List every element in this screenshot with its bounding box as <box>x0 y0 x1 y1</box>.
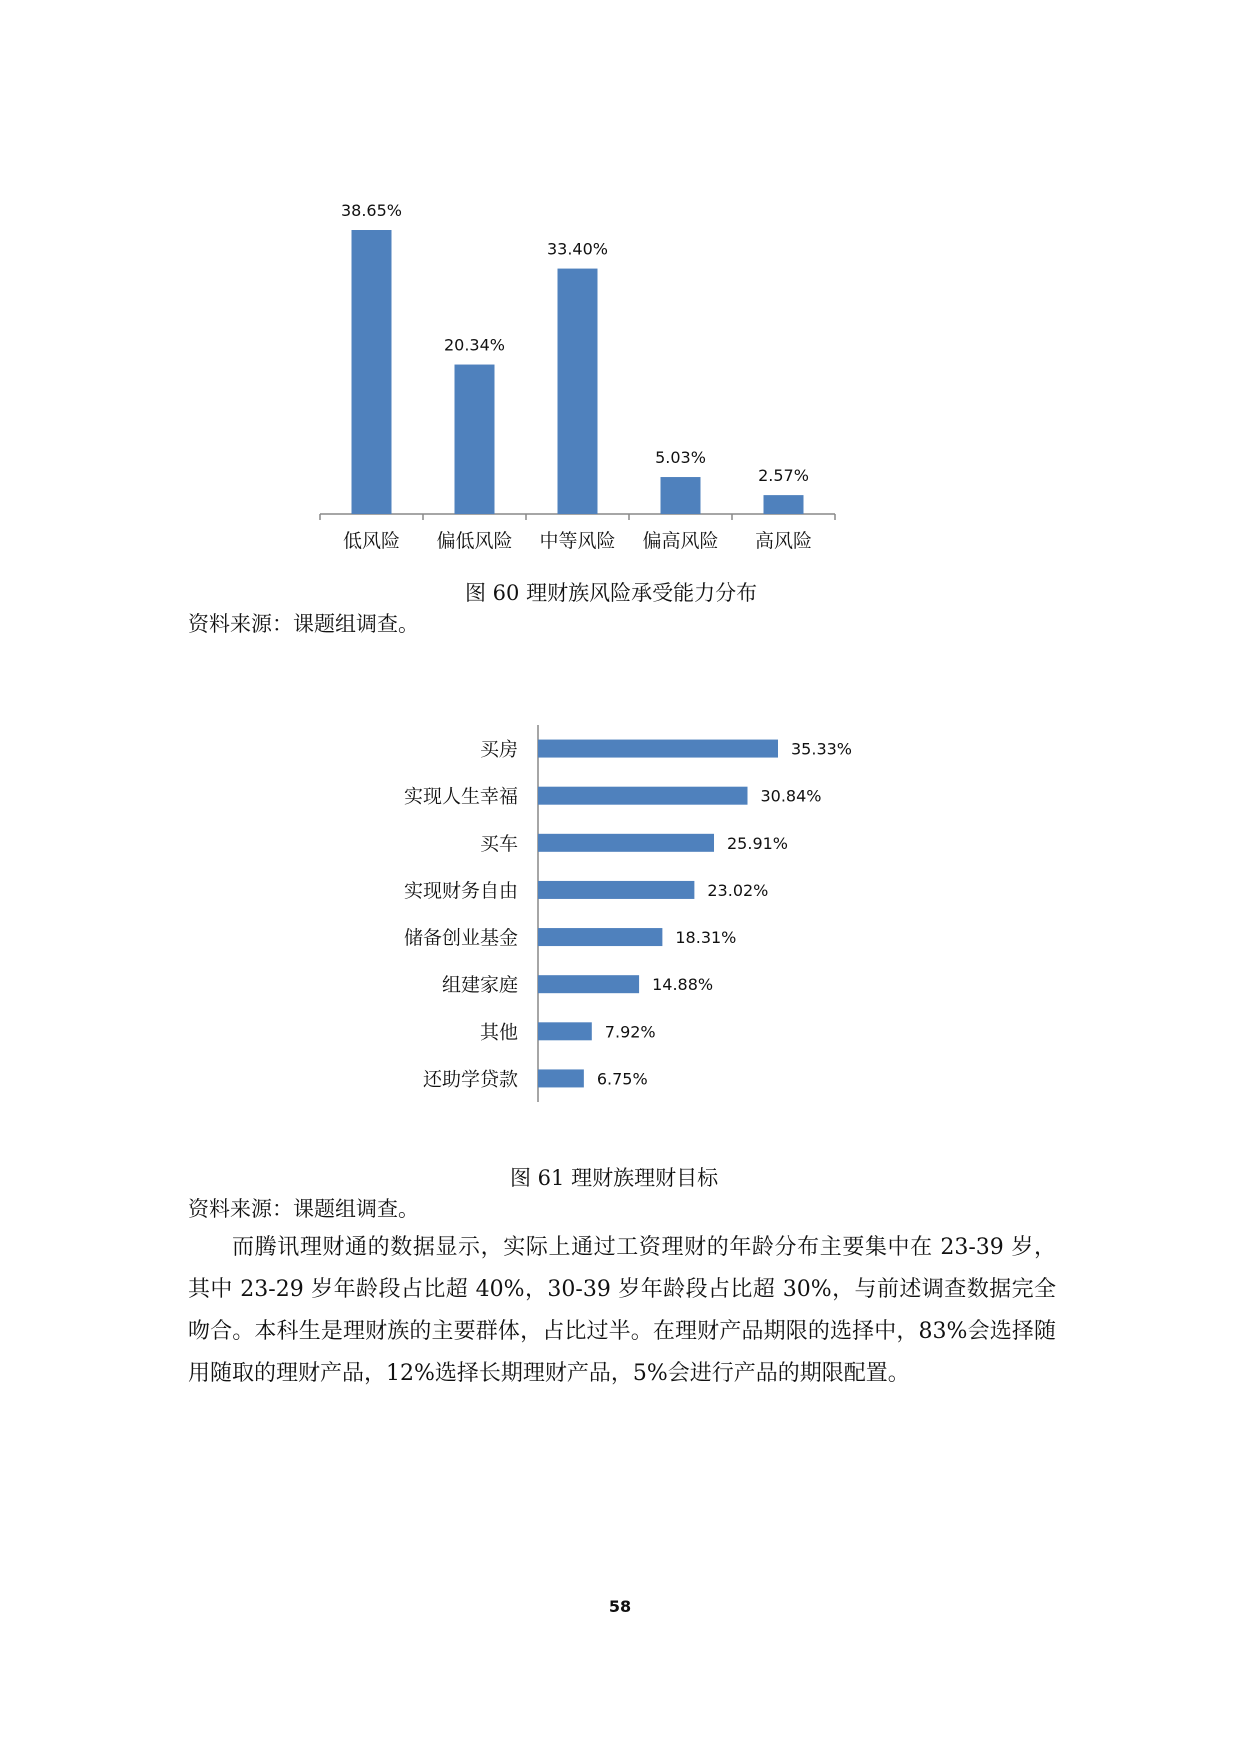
category-label: 低风险 <box>342 530 401 552</box>
data-label: 6.75% <box>596 1069 648 1089</box>
data-label: 23.02% <box>707 880 769 900</box>
bar <box>538 740 778 758</box>
category-label: 买房 <box>479 738 518 761</box>
page-number: 58 <box>608 1597 632 1616</box>
category-label: 组建家庭 <box>441 974 518 997</box>
data-label: 33.40% <box>546 239 609 259</box>
category-label: 高风险 <box>754 530 813 552</box>
category-label: 实现人生幸福 <box>403 785 518 808</box>
bar <box>538 834 714 852</box>
category-label: 偏高风险 <box>642 530 719 552</box>
data-label: 30.84% <box>760 786 822 806</box>
bar <box>558 269 598 514</box>
bar <box>538 928 662 946</box>
data-label: 25.91% <box>727 833 789 853</box>
data-label: 7.92% <box>604 1022 656 1042</box>
category-label: 储备创业基金 <box>403 927 518 950</box>
data-label: 20.34% <box>443 335 506 355</box>
category-label: 其他 <box>479 1021 518 1044</box>
bar <box>538 1022 592 1040</box>
body-paragraph: 而腾讯理财通的数据显示，实际上通过工资理财的年龄分布主要集中在 23-39 岁，其中 23-29 岁年龄段占比超 40%，30-39 岁年龄段占比超 30%，与前述调查数据完全吻合。本科生是理财族的主要群体，占比过半。在理财产品期限的选择中，83%会选择随用随取的理财产品，12%选择长期理财产品，5%会进行产品的期限配置。 <box>188 1235 1056 1386</box>
bar <box>538 881 694 899</box>
figure-61-caption: 图 61 理财族理财目标 <box>510 1166 719 1190</box>
category-label: 中等风险 <box>539 530 616 552</box>
bar <box>661 477 701 514</box>
bar <box>455 365 495 514</box>
bar <box>352 230 392 514</box>
risk-tolerance-bar-chart <box>0 0 1240 580</box>
figure-60-caption: 图 60 理财族风险承受能力分布 <box>465 581 758 605</box>
data-label: 18.31% <box>675 928 737 948</box>
data-label: 2.57% <box>758 466 809 486</box>
data-label: 14.88% <box>652 975 714 995</box>
figure-60-source: 资料来源：课题组调查。 <box>188 612 419 636</box>
category-label: 实现财务自由 <box>403 879 518 902</box>
data-label: 38.65% <box>340 201 403 220</box>
category-label: 还助学贷款 <box>422 1068 518 1091</box>
bar <box>538 975 639 993</box>
category-label: 买车 <box>479 832 518 855</box>
bar <box>538 1069 584 1087</box>
financial-goals-bar-chart <box>0 700 1240 1120</box>
data-label: 35.33% <box>791 739 853 759</box>
category-label: 偏低风险 <box>436 530 513 552</box>
data-label: 5.03% <box>655 448 706 468</box>
figure-61-source: 资料来源：课题组调查。 <box>188 1197 419 1221</box>
bar <box>538 787 747 805</box>
bar <box>764 495 804 514</box>
